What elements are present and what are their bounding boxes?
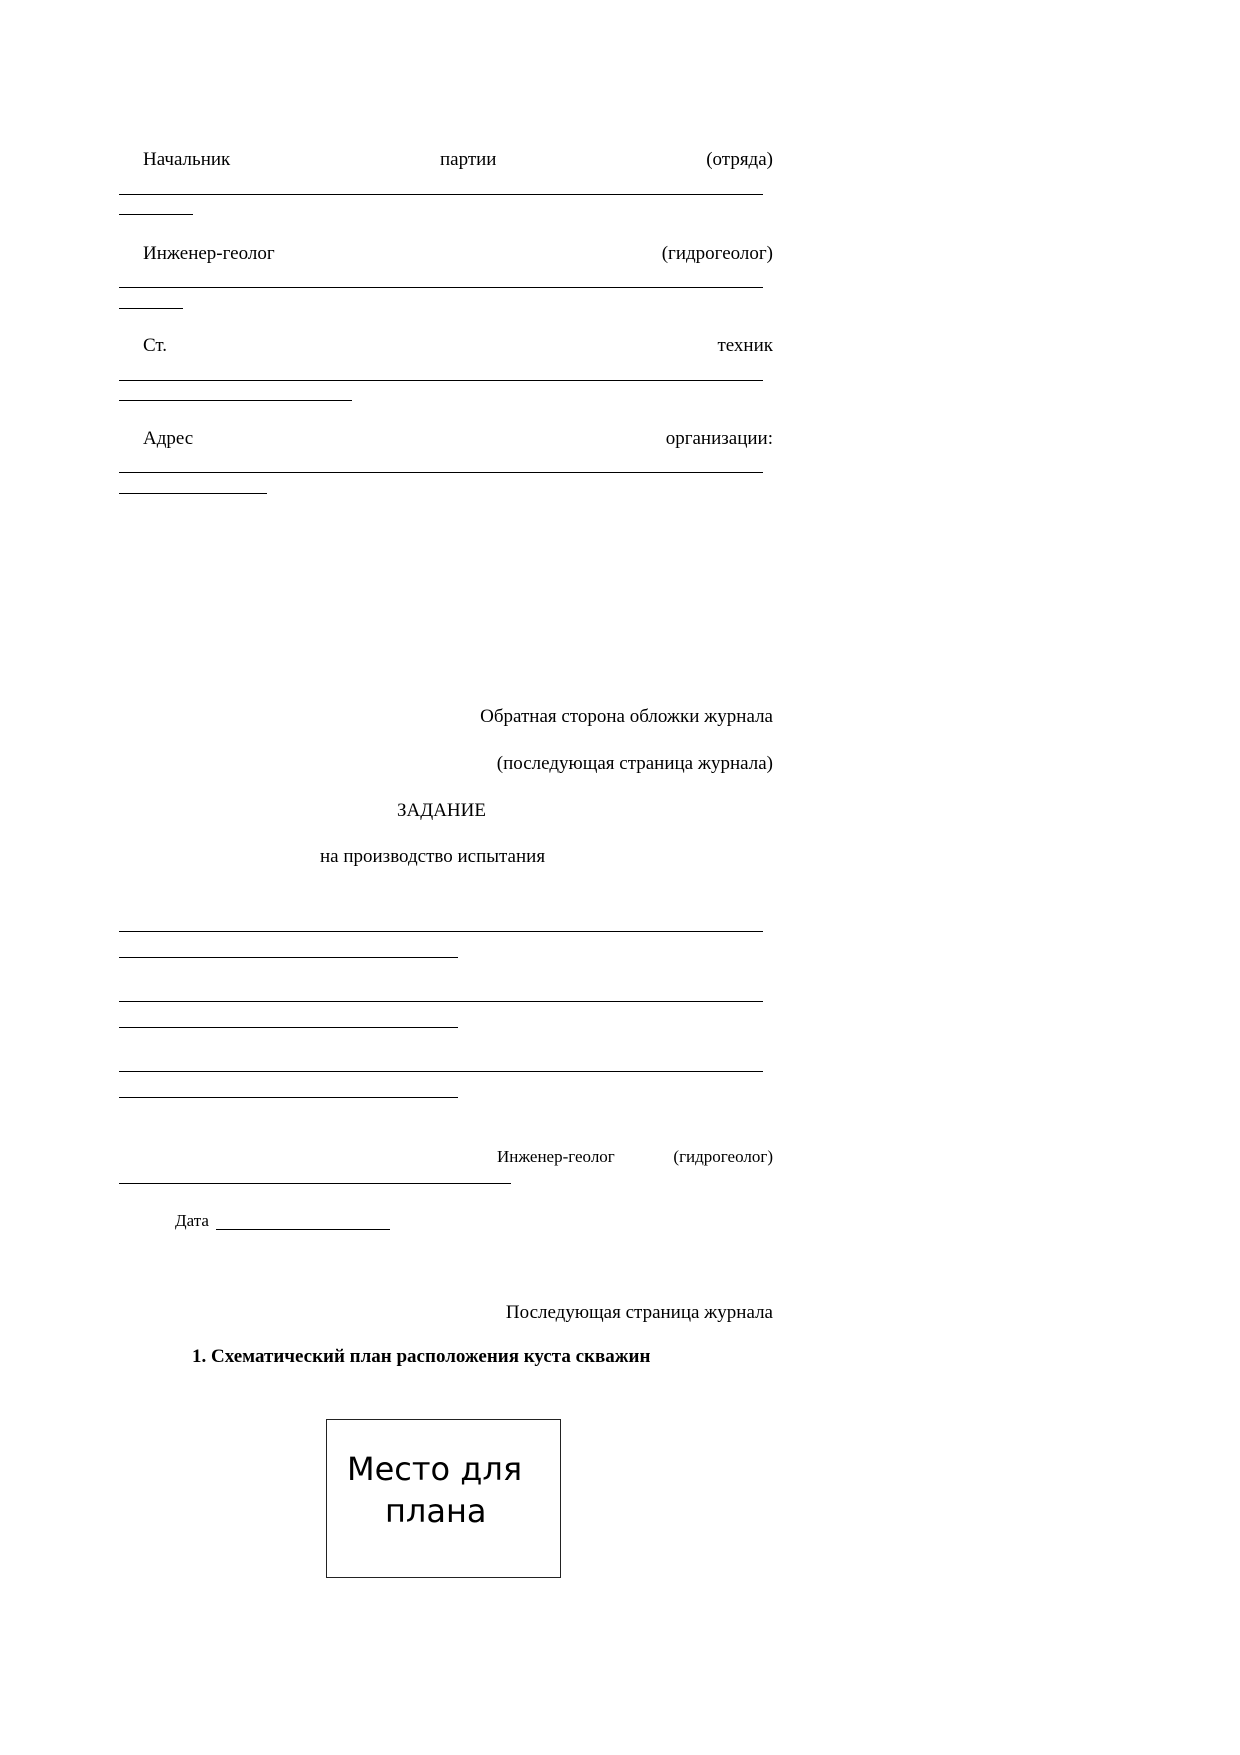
section-heading: 1. Схематический план расположения куста скважин (192, 1346, 651, 1367)
next-page-caption: Последующая страница журнала (505, 1302, 773, 1323)
fill-line[interactable] (119, 1097, 458, 1098)
fill-line[interactable] (119, 493, 267, 494)
label-word: Инженер-геолог (143, 243, 275, 264)
caption-cover-back: Обратная сторона обложки журнала (480, 706, 773, 727)
task-title: ЗАДАНИЕ (397, 800, 486, 821)
date-label: Дата (175, 1211, 209, 1230)
fill-line[interactable] (119, 931, 763, 932)
row-organization-address (143, 428, 773, 450)
fill-line[interactable] (119, 214, 193, 215)
fill-line[interactable] (119, 1027, 458, 1028)
signer-hydro: (гидрогеолог) (673, 1147, 773, 1166)
row-engineer-geologist (143, 243, 773, 265)
fill-line[interactable] (119, 194, 763, 195)
fill-line[interactable] (119, 472, 763, 473)
fill-line[interactable] (119, 1071, 763, 1072)
label-word: Адрес (143, 428, 194, 449)
label-word: Ст. (143, 335, 168, 356)
label-word: техник (717, 335, 773, 356)
row-senior-technician (143, 335, 773, 357)
task-subtitle: на производство испытания (320, 846, 546, 867)
fill-line[interactable] (119, 308, 183, 309)
label-word: партии (439, 149, 497, 170)
label-word: (гидрогеолог) (661, 243, 773, 264)
date-line[interactable] (216, 1229, 390, 1230)
label-word: организации: (665, 428, 773, 449)
placeholder-text: Место для (347, 1450, 523, 1488)
row-party-chief (143, 149, 773, 171)
signature-line[interactable] (119, 1183, 511, 1184)
fill-line[interactable] (119, 957, 458, 958)
label-word: (отряда) (706, 149, 773, 170)
caption-next-page: (последующая страница журнала) (496, 753, 773, 774)
placeholder-text: плана (385, 1492, 487, 1530)
fill-line[interactable] (119, 380, 763, 381)
fill-line[interactable] (119, 400, 352, 401)
fill-line[interactable] (119, 287, 763, 288)
label-word: Начальник (143, 149, 231, 170)
plan-placeholder (326, 1419, 561, 1578)
signer-engineer: Инженер-геолог (497, 1147, 615, 1166)
fill-line[interactable] (119, 1001, 763, 1002)
